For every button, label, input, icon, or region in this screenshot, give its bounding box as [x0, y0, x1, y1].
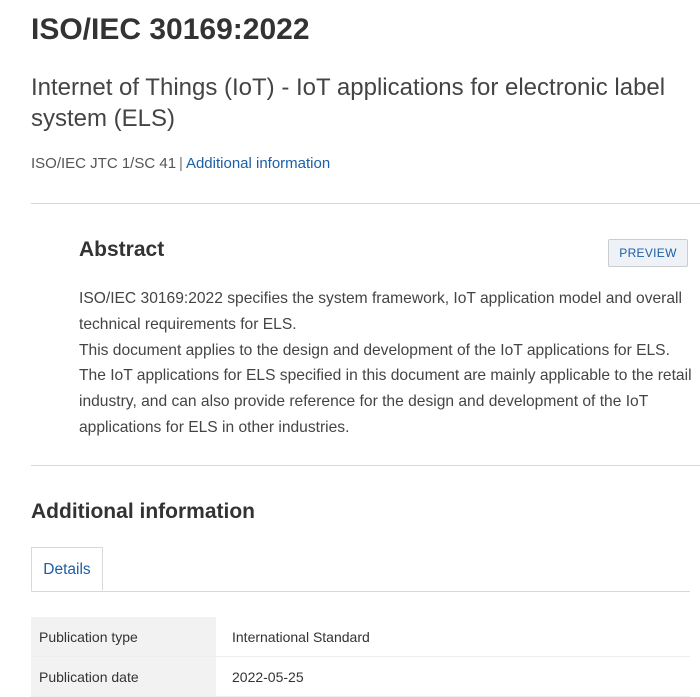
- committee-name: ISO/IEC JTC 1/SC 41: [31, 155, 177, 172]
- additional-information-heading: Additional information: [31, 500, 255, 523]
- detail-value-publication-date: 2022-05-25: [216, 657, 690, 697]
- committee-separator: |: [179, 155, 183, 172]
- table-row: [31, 617, 690, 657]
- standard-title: Internet of Things (IoT) - IoT applications for electronic label system (ELS): [31, 74, 666, 132]
- abstract-paragraph: This document applies to the design and development of the IoT applications for ELS. The IoT applications for ELS specified in this document are mainly applicable to the retail industry, and can also provide reference for the design and development of the IoT applications for ELS in other industries.: [79, 341, 692, 436]
- abstract-heading: Abstract: [79, 238, 165, 261]
- committee-line: [31, 154, 330, 174]
- detail-value-publication-type: International Standard: [216, 617, 690, 657]
- detail-key-publication-type: Publication type: [31, 617, 216, 657]
- detail-key-publication-date: Publication date: [31, 657, 216, 697]
- details-tab-bar: [31, 547, 690, 592]
- abstract-body: [79, 286, 694, 441]
- abstract-paragraph: ISO/IEC 30169:2022 specifies the system framework, IoT application model and overall technical requirements for ELS.: [79, 290, 682, 333]
- preview-button[interactable]: PREVIEW: [608, 239, 688, 267]
- section-divider-bottom: [31, 465, 700, 466]
- table-row: [31, 657, 690, 697]
- details-table: [31, 617, 690, 697]
- tab-details[interactable]: Details: [31, 547, 103, 591]
- additional-information-link[interactable]: Additional information: [185, 155, 331, 172]
- section-divider-top: [31, 203, 700, 204]
- standard-code: ISO/IEC 30169:2022: [31, 13, 310, 46]
